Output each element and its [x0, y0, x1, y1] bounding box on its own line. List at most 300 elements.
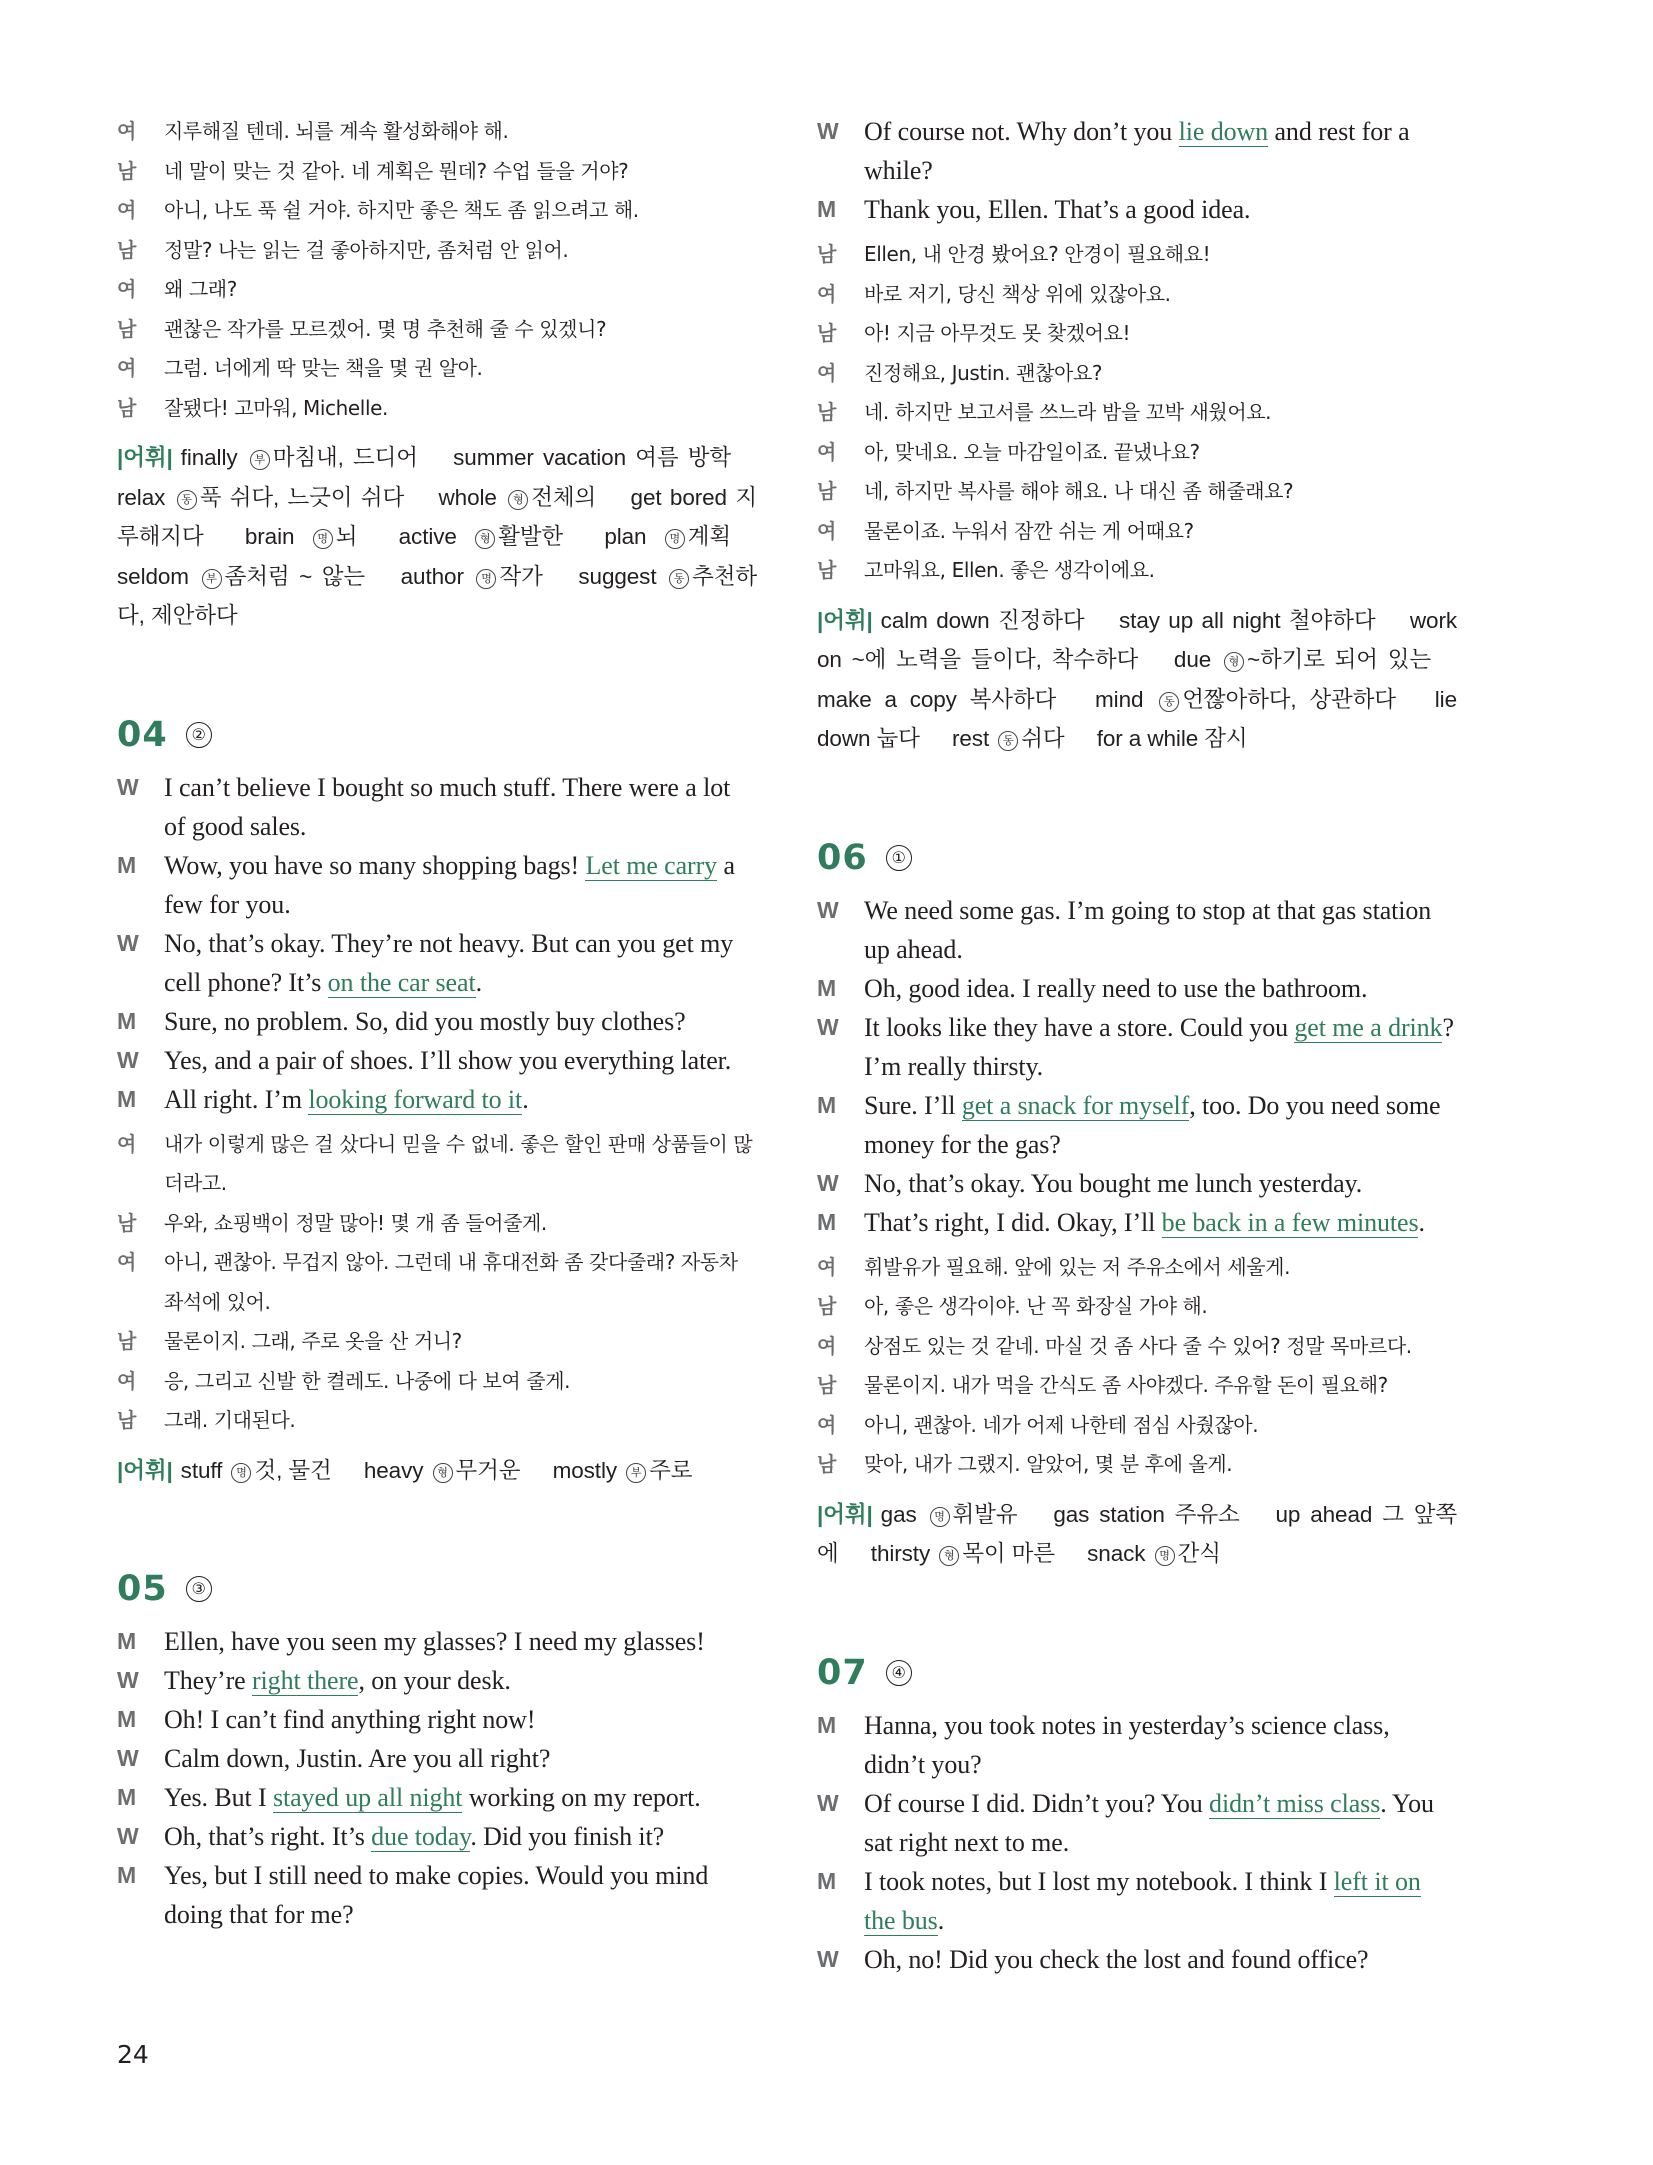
vocab-meaning: 복사하다	[969, 686, 1057, 712]
speaker-label: 여	[117, 1131, 137, 1156]
translation-text: 네, 하지만 복사를 해야 해요. 나 대신 좀 해줄래요?	[864, 479, 1294, 503]
vocab-meaning: 작가	[499, 563, 543, 589]
vocab-meaning: 휘발유	[952, 1501, 1018, 1527]
speaker-label: W	[117, 1667, 139, 1693]
vocab-word: mostly	[552, 1457, 617, 1483]
translation-line	[817, 393, 1457, 433]
speaker-label: 남	[817, 479, 837, 503]
text-segment: . Did you finish it?	[470, 1822, 665, 1851]
speaker-label: 남	[817, 400, 837, 424]
speaker-label: 남	[817, 558, 837, 582]
speaker-label: 남	[117, 316, 137, 341]
part-of-speech-badge: 동	[177, 490, 197, 510]
dialogue-line	[817, 1940, 1457, 1979]
vocab-item	[1095, 687, 1396, 712]
text-segment: .	[937, 1905, 945, 1935]
dialogue-english	[117, 768, 757, 1119]
speaker-label: M	[817, 1091, 837, 1118]
vocab-item	[181, 445, 418, 470]
vocab-item	[817, 687, 1056, 712]
vocab-word: summer vacation	[453, 445, 627, 470]
question-section	[117, 708, 757, 1491]
translation-text: Ellen, 내 안경 봤어요? 안경이 필요해요!	[864, 242, 1211, 266]
dialogue-english	[817, 891, 1457, 1242]
dialogue-line	[817, 1784, 1457, 1862]
vocab-meaning: 푹 쉬다, 느긋이 쉬다	[199, 484, 405, 510]
vocab-word: mind	[1095, 686, 1144, 712]
part-of-speech-badge: 동	[669, 569, 689, 589]
speaker-label: 여	[817, 1254, 837, 1279]
text-segment: Of course I did. Didn’t you? You	[864, 1788, 1210, 1818]
translation-text: 응, 그리고 신발 한 켤레도. 나중에 다 보여 줄게.	[164, 1368, 571, 1393]
text-segment: .	[475, 967, 482, 997]
vocab-word: seldom	[117, 563, 189, 589]
dialogue-line	[117, 1739, 757, 1778]
dialogue-line	[117, 1856, 757, 1934]
vocab-meaning: 마침내, 드디어	[272, 445, 418, 470]
dialogue-text	[164, 1661, 757, 1700]
vocab-meaning: 활발한	[498, 524, 564, 549]
left-column	[117, 112, 757, 1934]
speaker-label: 남	[117, 1408, 137, 1432]
translation-text: 내가 이렇게 많은 걸 샀다니 믿을 수 없네. 좋은 할인 판매 상품들이 많더라고.	[164, 1131, 753, 1195]
vocab-word: up ahead	[1275, 1501, 1373, 1527]
translation-text: 물론이지. 내가 먹을 간식도 좀 사야겠다. 주유할 돈이 필요해?	[864, 1373, 1388, 1397]
key-phrase: be back in a few minutes	[1161, 1207, 1419, 1237]
vocab-item	[871, 1541, 1055, 1566]
part-of-speech-badge: 형	[475, 529, 495, 549]
question-number: 04	[117, 714, 168, 755]
vocab-item	[117, 485, 404, 510]
dialogue-line	[117, 1080, 757, 1119]
speaker-label: 여	[817, 439, 837, 464]
dialogue-text	[864, 891, 1457, 969]
dialogue-text	[164, 1739, 757, 1778]
text-segment: Oh, no! Did you check the lost and found office?	[864, 1944, 1369, 1974]
vocab-item	[881, 1502, 1018, 1527]
translation-line	[817, 275, 1457, 315]
part-of-speech-badge: 명	[930, 1507, 950, 1527]
vocab-meaning: 주로	[649, 1457, 693, 1483]
vocab-meaning: 추천하다, 제안하다	[117, 563, 758, 628]
translation-line	[817, 235, 1457, 275]
dialogue-korean	[117, 112, 757, 428]
key-phrase: right there	[251, 1666, 359, 1695]
key-phrase: looking forward to it	[308, 1084, 523, 1114]
vocab-item	[181, 1458, 332, 1483]
question-number: 06	[817, 837, 868, 878]
vocab-word: calm down	[880, 607, 990, 633]
dialogue-text	[164, 1817, 757, 1856]
text-segment: a few for you.	[164, 850, 735, 919]
translation-line	[117, 231, 757, 271]
vocab-item	[1119, 608, 1375, 633]
text-segment: No, that’s okay. They’re not heavy. But can you get my cell phone? It’s	[164, 928, 734, 997]
vocab-item	[117, 564, 365, 589]
vocab-item	[881, 608, 1085, 633]
part-of-speech-badge: 명	[231, 1463, 251, 1483]
speaker-label: W	[117, 773, 139, 800]
text-segment: .	[522, 1084, 529, 1114]
vocab-item	[453, 445, 731, 470]
vocab-item	[604, 524, 731, 549]
speaker-label: M	[817, 1711, 837, 1738]
part-of-speech-badge: 부	[626, 1463, 646, 1483]
translation-text: 잘됐다! 고마워, Michelle.	[164, 395, 388, 420]
speaker-label: W	[117, 929, 139, 956]
dialogue-text	[164, 1080, 757, 1119]
vocab-item	[1097, 726, 1248, 751]
speaker-label: W	[117, 1823, 139, 1849]
key-phrase: Let me carry	[585, 850, 718, 880]
key-phrase: get a snack for myself	[961, 1090, 1190, 1120]
vocab-word: work on	[817, 607, 1458, 672]
text-segment: and rest for a while?	[864, 117, 1410, 185]
speaker-label: M	[817, 1867, 837, 1894]
vocab-word: author	[400, 563, 464, 589]
text-segment: , on your desk.	[358, 1666, 511, 1695]
text-segment: ? I’m really thirsty.	[864, 1012, 1454, 1081]
translation-text: 그럼. 너에게 딱 맞는 책을 몇 권 알아.	[164, 356, 483, 380]
vocab-word: plan	[604, 524, 647, 549]
vocab-item	[399, 524, 563, 549]
vocab-meaning: 철야하다	[1288, 607, 1376, 633]
page-number: 24	[117, 2040, 149, 2069]
text-segment: It looks like they have a store. Could you	[864, 1012, 1295, 1042]
translation-text: 물론이죠. 누워서 잠깐 쉬는 게 어때요?	[864, 518, 1194, 543]
speaker-label: M	[817, 196, 837, 222]
speaker-label: 여	[117, 1368, 137, 1393]
dialogue-text	[164, 1700, 757, 1739]
vocab-word: gas	[880, 1501, 917, 1527]
dialogue-line	[117, 846, 757, 924]
dialogue-line	[817, 112, 1457, 190]
translation-text: 우와, 쇼핑백이 정말 많아! 몇 개 좀 들어줄게.	[164, 1210, 547, 1235]
vocab-meaning: 목이 마른	[962, 1541, 1055, 1566]
translation-line	[817, 472, 1457, 512]
speaker-label: 남	[817, 242, 837, 266]
text-segment: Oh! I can’t find anything right now!	[164, 1705, 536, 1734]
dialogue-text	[164, 924, 757, 1002]
vocabulary-label: |어휘|	[117, 445, 173, 470]
translation-text: 진정해요, Justin. 괜찮아요?	[864, 360, 1103, 385]
section-header	[817, 831, 1457, 885]
text-segment: Ellen, have you seen my glasses? I need my glasses!	[164, 1627, 705, 1656]
translation-line	[117, 191, 757, 231]
vocab-word: suggest	[578, 563, 657, 589]
dialogue-line	[117, 1700, 757, 1739]
dialogue-text	[864, 1008, 1457, 1086]
vocab-meaning: 지루해지다	[117, 484, 758, 549]
translation-text: 정말? 나는 읽는 걸 좋아하지만, 좀처럼 안 읽어.	[164, 237, 569, 262]
speaker-label: W	[117, 1745, 139, 1771]
translation-line	[817, 551, 1457, 591]
translation-text: 아니, 괜찮아. 무겁지 않아. 그런데 내 휴대전화 좀 갖다줄래? 자동차 좌석에 있어.	[164, 1250, 738, 1314]
translation-line	[817, 314, 1457, 354]
text-segment: Oh, good idea. I really need to use the bathroom.	[864, 973, 1368, 1003]
vocab-word: active	[398, 524, 457, 549]
vocab-meaning: 진정하다	[998, 607, 1085, 633]
vocab-item	[952, 726, 1065, 751]
vocab-meaning: 쉬다	[1021, 726, 1065, 751]
speaker-label: 남	[117, 1210, 137, 1235]
answer-badge: ④	[886, 1660, 912, 1686]
text-segment: Thank you, Ellen. That’s a good idea.	[864, 195, 1251, 224]
vocab-meaning: 언짢아하다, 상관하다	[1182, 686, 1396, 712]
text-segment: working on my report.	[462, 1783, 701, 1812]
dialogue-text	[164, 846, 757, 924]
translation-text: 바로 저기, 당신 책상 위에 있잖아요.	[864, 281, 1171, 306]
vocab-word: brain	[244, 524, 295, 549]
dialogue-line	[817, 1008, 1457, 1086]
dialogue-text	[164, 1622, 757, 1661]
vocab-word: get bored	[630, 484, 727, 510]
key-phrase: didn’t miss class	[1209, 1788, 1381, 1818]
translation-line	[117, 270, 757, 310]
translation-line	[117, 1362, 757, 1402]
translation-line	[817, 354, 1457, 394]
answer-badge: ①	[886, 845, 912, 871]
dialogue-text	[864, 1940, 1457, 1979]
question-section	[117, 1562, 757, 1934]
vocab-item	[401, 564, 543, 589]
speaker-label: W	[817, 118, 839, 144]
vocab-meaning: ~하기로 되어 있는	[1246, 647, 1431, 672]
dialogue-text	[864, 1164, 1457, 1203]
translation-text: 그래. 기대된다.	[164, 1408, 296, 1432]
translation-text: 맞아, 내가 그랬지. 알았어, 몇 분 후에 올게.	[864, 1452, 1233, 1476]
text-segment: .	[1418, 1207, 1425, 1237]
speaker-label: 여	[117, 356, 137, 380]
translation-text: 고마워요, Ellen. 좋은 생각이에요.	[864, 558, 1155, 582]
dialogue-english	[817, 112, 1457, 229]
translation-line	[117, 112, 757, 152]
vocabulary-box	[817, 601, 1457, 759]
dialogue-text	[864, 112, 1457, 190]
dialogue-line	[817, 891, 1457, 969]
part-of-speech-badge: 부	[202, 569, 222, 589]
speaker-label: 남	[817, 1294, 837, 1318]
vocab-item	[1087, 1541, 1221, 1566]
vocabulary-label: |어휘|	[117, 1457, 173, 1483]
part-of-speech-badge: 명	[313, 529, 333, 549]
speaker-label: M	[117, 1862, 137, 1888]
vocabulary-box	[817, 1495, 1457, 1574]
vocab-meaning: 간식	[1177, 1541, 1221, 1566]
speaker-label: 남	[117, 237, 137, 262]
vocab-word: finally	[180, 445, 238, 470]
vocab-item	[1174, 647, 1431, 672]
vocab-item	[364, 1458, 521, 1483]
text-segment: All right. I’m	[164, 1084, 309, 1114]
vocab-meaning: 여름 방학	[635, 445, 731, 470]
vocab-meaning: 무거운	[455, 1457, 521, 1483]
section-header	[117, 708, 757, 762]
text-segment: Hanna, you took notes in yesterday’s science class, didn’t you?	[864, 1710, 1390, 1779]
text-segment: They’re	[164, 1666, 252, 1695]
dialogue-text	[164, 1856, 757, 1934]
dialogue-line	[817, 1164, 1457, 1203]
vocab-word: make a copy	[817, 686, 957, 712]
question-number: 05	[117, 1569, 168, 1609]
vocab-word: due	[1173, 647, 1212, 672]
dialogue-text	[864, 1203, 1457, 1242]
vocab-word: lie down	[817, 686, 1457, 751]
part-of-speech-badge: 형	[508, 490, 528, 510]
translation-text: 네. 하지만 보고서를 쓰느라 밤을 꼬박 새웠어요.	[864, 400, 1272, 424]
translation-text: 아! 지금 아무것도 못 찾겠어요!	[864, 321, 1131, 345]
dialogue-text	[864, 969, 1457, 1008]
translation-text: 아, 맞네요. 오늘 마감일이죠. 끝냈나요?	[864, 439, 1200, 464]
vocab-meaning: 잠시	[1204, 726, 1248, 751]
vocab-word: stay up all night	[1119, 607, 1281, 633]
speaker-label: 여	[817, 281, 837, 306]
text-segment: , too. Do you need some money for the gas?	[864, 1090, 1441, 1159]
dialogue-line	[817, 969, 1457, 1008]
translation-line	[817, 1327, 1457, 1367]
vocab-meaning: ~에 노력을 들이다, 착수하다	[851, 647, 1139, 672]
speaker-label: M	[817, 1208, 837, 1235]
dialogue-text	[864, 1706, 1457, 1784]
translation-line	[817, 1287, 1457, 1327]
dialogue-line	[817, 1862, 1457, 1940]
vocabulary-label: |어휘|	[817, 1501, 873, 1527]
vocab-meaning: 좀처럼 ~ 않는	[224, 563, 366, 589]
translation-line	[117, 1204, 757, 1244]
part-of-speech-badge: 형	[433, 1463, 453, 1483]
speaker-label: 여	[817, 518, 837, 543]
text-segment: No, that’s okay. You bought me lunch yesterday.	[864, 1168, 1363, 1198]
dialogue-line	[817, 1706, 1457, 1784]
translation-line	[117, 1243, 757, 1322]
dialogue-line	[117, 924, 757, 1002]
vocab-meaning: 것, 물건	[254, 1457, 332, 1483]
speaker-label: 남	[117, 395, 137, 420]
text-segment: Yes, but I still need to make copies. Would you mind doing that for me?	[164, 1861, 709, 1929]
speaker-label: 남	[117, 1329, 137, 1353]
translation-text: 아, 좋은 생각이야. 난 꼭 화장실 가야 해.	[864, 1294, 1208, 1318]
text-segment: I can’t believe I bought so much stuff. There were a lot of good sales.	[164, 772, 731, 841]
translation-line	[117, 1401, 757, 1441]
speaker-label: W	[817, 1169, 839, 1196]
vocab-word: gas station	[1053, 1501, 1165, 1527]
section-header	[117, 1562, 757, 1616]
dialogue-line	[817, 190, 1457, 229]
translation-line	[117, 310, 757, 350]
part-of-speech-badge: 명	[476, 569, 496, 589]
key-phrase: get me a drink	[1294, 1012, 1443, 1042]
vocab-meaning: 그 앞쪽에	[817, 1501, 1457, 1566]
text-segment: Oh, that’s right. It’s	[164, 1822, 372, 1851]
dialogue-line	[817, 1203, 1457, 1242]
translation-text: 휘발유가 필요해. 앞에 있는 저 주유소에서 세울게.	[864, 1254, 1291, 1279]
vocab-word: snack	[1087, 1541, 1146, 1566]
speaker-label: 여	[817, 1333, 837, 1358]
text-segment: Yes, and a pair of shoes. I’ll show you everything later.	[164, 1045, 732, 1075]
question-section	[817, 1646, 1457, 1979]
text-segment: . You sat right next to me.	[864, 1788, 1434, 1857]
speaker-label: 여	[117, 277, 137, 301]
dialogue-line	[117, 1778, 757, 1817]
part-of-speech-badge: 동	[998, 731, 1018, 751]
dialogue-line	[817, 1086, 1457, 1164]
dialogue-line	[117, 1002, 757, 1041]
key-phrase: on the car seat	[327, 967, 476, 997]
part-of-speech-badge: 명	[1155, 1546, 1175, 1566]
dialogue-korean	[817, 1248, 1457, 1485]
text-segment: We need some gas. I’m going to stop at that gas station up ahead.	[864, 895, 1432, 964]
translation-text: 아니, 나도 푹 쉴 거야. 하지만 좋은 책도 좀 읽으려고 해.	[164, 198, 639, 222]
dialogue-line	[117, 1661, 757, 1700]
translation-line	[117, 152, 757, 192]
text-segment: Calm down, Justin. Are you all right?	[164, 1744, 551, 1773]
speaker-label: 남	[117, 158, 137, 183]
speaker-label: 여	[817, 360, 837, 385]
text-segment: Sure. I’ll	[864, 1090, 962, 1120]
translation-text: 네 말이 맞는 것 같아. 네 계획은 뭔데? 수업 들을 거야?	[164, 158, 629, 183]
dialogue-korean	[117, 1125, 757, 1441]
key-phrase: stayed up all night	[272, 1783, 463, 1812]
dialogue-text	[864, 1784, 1457, 1862]
speaker-label: 남	[817, 1452, 837, 1476]
part-of-speech-badge: 형	[1224, 652, 1244, 672]
part-of-speech-badge: 명	[665, 529, 685, 549]
speaker-label: M	[817, 974, 837, 1001]
dialogue-english	[817, 1706, 1457, 1979]
translation-text: 지루해질 텐데. 뇌를 계속 활성화해야 해.	[164, 119, 509, 143]
translation-text: 왜 그래?	[164, 277, 237, 301]
translation-line	[817, 1366, 1457, 1406]
text-segment: Wow, you have so many shopping bags!	[164, 850, 586, 880]
speaker-label: W	[117, 1046, 139, 1073]
dialogue-korean	[817, 235, 1457, 591]
text-segment: That’s right, I did. Okay, I’ll	[864, 1207, 1162, 1237]
vocab-word: thirsty	[870, 1541, 931, 1566]
speaker-label: 남	[817, 1373, 837, 1397]
part-of-speech-badge: 동	[1159, 692, 1179, 712]
vocab-meaning: 뇌	[335, 524, 358, 549]
dialogue-text	[864, 1862, 1457, 1940]
speaker-label: M	[117, 1706, 137, 1732]
translation-line	[817, 1406, 1457, 1446]
question-number: 07	[817, 1652, 868, 1693]
speaker-label: 남	[817, 321, 837, 345]
vocab-word: rest	[951, 726, 990, 751]
speaker-label: M	[117, 1007, 137, 1034]
vocab-word: whole	[438, 484, 497, 510]
translation-text: 물론이지. 그래, 주로 옷을 산 거니?	[164, 1329, 462, 1353]
text-segment: Yes. But I	[164, 1783, 273, 1812]
dialogue-text	[164, 1002, 757, 1041]
speaker-label: 여	[817, 1412, 837, 1437]
speaker-label: W	[817, 1945, 839, 1972]
vocab-item	[1053, 1502, 1239, 1527]
key-phrase: lie down	[1178, 117, 1269, 146]
text-segment: I took notes, but I lost my notebook. I think I	[864, 1866, 1334, 1896]
speaker-label: M	[117, 1085, 137, 1112]
vocab-item	[553, 1458, 693, 1483]
speaker-label: W	[817, 1013, 839, 1040]
text-segment: Of course not. Why don’t you	[864, 117, 1179, 146]
speaker-label: M	[117, 1628, 137, 1654]
translation-line	[117, 389, 757, 429]
speaker-label: W	[817, 1789, 839, 1816]
vocab-meaning: 눕다	[876, 726, 920, 751]
dialogue-english	[117, 1622, 757, 1934]
vocab-meaning: 계획	[687, 524, 732, 549]
speaker-label: M	[117, 851, 137, 878]
vocab-word: for a while	[1096, 726, 1199, 751]
